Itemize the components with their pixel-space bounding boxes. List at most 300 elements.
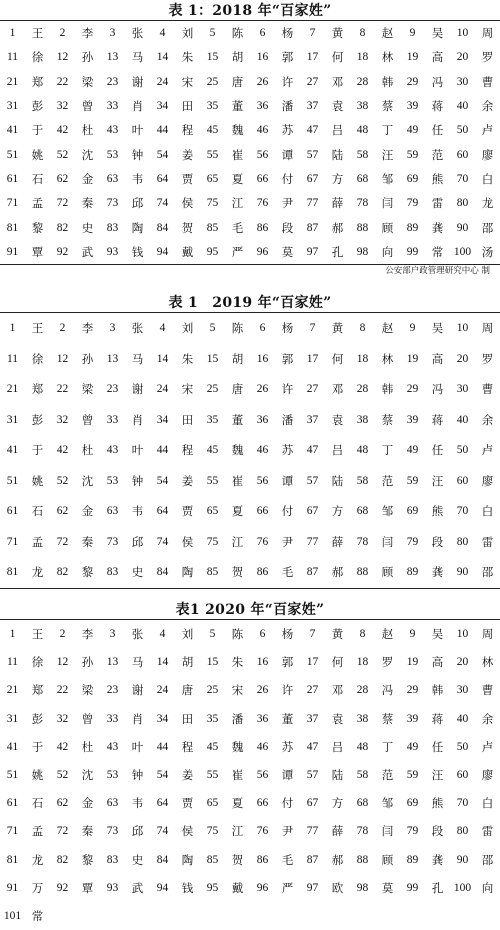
rank-number: 41 [6, 740, 19, 753]
rank-number: 69 [406, 797, 419, 810]
surname-cell: 曾 [81, 412, 94, 427]
surname-cell [375, 902, 400, 930]
surname-cell: 戴 [181, 244, 194, 259]
surname-cell: 覃 [31, 244, 44, 259]
surname-cell: 周 [481, 321, 494, 336]
rank-number: 74 [156, 825, 169, 838]
surname-cell: 宋 [181, 382, 194, 397]
surname-cell: 吴 [431, 321, 444, 336]
table-2020-section [0, 601, 500, 930]
rank-number: 43 [106, 740, 119, 753]
rank-number: 18 [356, 51, 369, 64]
surname-cell: 江 [231, 534, 244, 549]
rank-number: 9 [409, 27, 416, 40]
surname-cell: 韦 [131, 171, 144, 186]
surname-cell: 姚 [31, 147, 44, 162]
rank-number: 55 [206, 148, 219, 161]
rank-number: 46 [256, 444, 269, 457]
surname-cell: 顾 [381, 852, 394, 867]
rank-number: 82 [56, 221, 69, 234]
surname-cell: 韦 [131, 796, 144, 811]
table-row [0, 118, 500, 142]
surname-cell: 朱 [181, 50, 194, 65]
surname-cell: 余 [481, 99, 494, 114]
rank-number: 75 [206, 535, 219, 548]
surname-cell: 唐 [231, 382, 244, 397]
rank-number: 23 [106, 383, 119, 396]
rank-number: 56 [256, 148, 269, 161]
surname-cell: 程 [181, 443, 194, 458]
rank-number: 36 [256, 413, 269, 426]
surname-cell: 梁 [81, 683, 94, 698]
rank-number: 46 [256, 740, 269, 753]
rank-number: 68 [356, 505, 369, 518]
surname-cell: 孟 [31, 534, 44, 549]
surname-cell: 陆 [331, 768, 344, 783]
rank-number: 73 [106, 535, 119, 548]
rank-number: 65 [206, 505, 219, 518]
rank-number: 11 [6, 352, 19, 365]
rank-number: 73 [106, 825, 119, 838]
table-row [0, 344, 500, 375]
surname-cell: 余 [481, 711, 494, 726]
rank-number: 39 [406, 413, 419, 426]
rank-number: 4 [159, 27, 166, 40]
surname-cell: 何 [331, 351, 344, 366]
surname-cell: 邹 [381, 171, 394, 186]
surname-cell: 白 [481, 171, 494, 186]
rank-number: 26 [256, 684, 269, 697]
surname-cell: 孙 [81, 655, 94, 670]
surname-cell: 郝 [331, 220, 344, 235]
rank-number: 22 [56, 684, 69, 697]
surname-cell: 何 [331, 655, 344, 670]
surname-cell: 钟 [131, 768, 144, 783]
rank-number: 82 [56, 853, 69, 866]
surname-cell: 彭 [31, 99, 44, 114]
rank-number: 6 [259, 27, 266, 40]
surname-cell [325, 902, 350, 930]
surname-cell: 蔡 [381, 711, 394, 726]
surname-cell: 赵 [381, 321, 394, 336]
rank-number: 82 [56, 566, 69, 579]
surname-cell: 方 [331, 171, 344, 186]
rank-number: 18 [356, 656, 369, 669]
surname-cell: 林 [481, 655, 494, 670]
surname-cell [425, 902, 450, 930]
rank-number: 59 [406, 474, 419, 487]
rank-number: 79 [406, 197, 419, 210]
rank-number: 86 [256, 566, 269, 579]
surname-cell: 邓 [331, 683, 344, 698]
surname-cell: 韩 [431, 683, 444, 698]
rank-number: 70 [456, 172, 469, 185]
rank-number: 17 [306, 656, 319, 669]
surname-cell: 蒋 [431, 412, 444, 427]
rank-number: 99 [406, 881, 419, 894]
rank-number: 15 [206, 352, 219, 365]
rank-number: 83 [106, 853, 119, 866]
surname-cell: 顾 [381, 220, 394, 235]
rank-number: 27 [306, 684, 319, 697]
rank-number: 91 [6, 881, 19, 894]
rank-number: 1 [9, 628, 16, 641]
rank-number: 19 [406, 51, 419, 64]
surname-cell: 苏 [281, 739, 294, 754]
surname-cell: 高 [431, 351, 444, 366]
rank-number: 47 [306, 444, 319, 457]
rank-number: 77 [306, 535, 319, 548]
table-row [0, 733, 500, 761]
surname-cell: 贺 [231, 852, 244, 867]
surname-cell: 邓 [331, 382, 344, 397]
table-row [0, 94, 500, 118]
rank-number: 100 [453, 245, 472, 258]
rank-number: 20 [456, 352, 469, 365]
rank-number: 16 [256, 51, 269, 64]
rank-number: 12 [56, 51, 69, 64]
surname-cell [175, 902, 200, 930]
surname-cell: 曾 [81, 99, 94, 114]
rank-number: 25 [206, 75, 219, 88]
surname-cell: 贺 [181, 220, 194, 235]
surname-cell: 贾 [181, 796, 194, 811]
rank-number: 83 [106, 566, 119, 579]
rank-number: 40 [456, 100, 469, 113]
rank-number: 55 [206, 769, 219, 782]
rank-number: 51 [6, 474, 19, 487]
rank-number: 34 [156, 712, 169, 725]
surname-cell: 秦 [81, 196, 94, 211]
rank-number: 30 [456, 684, 469, 697]
rank-number: 13 [106, 656, 119, 669]
surname-cell: 余 [481, 412, 494, 427]
surname-cell: 邱 [131, 824, 144, 839]
surname-cell: 廖 [481, 147, 494, 162]
rank-number: 36 [256, 712, 269, 725]
surname-cell: 韩 [381, 382, 394, 397]
rank-number: 41 [6, 444, 19, 457]
rank-number: 41 [6, 124, 19, 137]
rank-number: 6 [259, 322, 266, 335]
table-title: 表 1：2018 年“百家姓” [168, 3, 332, 19]
surname-cell: 毛 [231, 220, 244, 235]
rank-number: 16 [256, 656, 269, 669]
surname-cell: 邵 [481, 565, 494, 580]
surname-cell: 邹 [381, 504, 394, 519]
surname-cell: 汤 [481, 244, 494, 259]
rank-number: 8 [359, 628, 366, 641]
rank-number: 58 [356, 474, 369, 487]
rank-number: 89 [406, 566, 419, 579]
rank-number: 87 [306, 853, 319, 866]
rank-number: 73 [106, 197, 119, 210]
table-row [0, 374, 500, 405]
table-row [0, 676, 500, 704]
rank-number: 19 [406, 656, 419, 669]
rank-number: 32 [56, 413, 69, 426]
surname-cell: 魏 [231, 443, 244, 458]
surname-cell: 杨 [281, 26, 294, 41]
rank-number: 13 [106, 51, 119, 64]
rank-number: 74 [156, 535, 169, 548]
rank-number: 2 [59, 628, 66, 641]
surname-cell: 许 [281, 74, 294, 89]
surname-cell: 雷 [481, 824, 494, 839]
table-row [0, 45, 500, 69]
rank-number: 27 [306, 75, 319, 88]
rank-number: 9 [409, 322, 416, 335]
surname-cell: 金 [81, 171, 94, 186]
surname-cell: 邓 [331, 74, 344, 89]
rank-number: 22 [56, 383, 69, 396]
rank-number: 76 [256, 825, 269, 838]
surname-cell: 沈 [81, 473, 94, 488]
rank-number: 36 [256, 100, 269, 113]
rank-number: 71 [6, 825, 19, 838]
surname-cell: 陆 [331, 147, 344, 162]
rank-number: 83 [106, 221, 119, 234]
surname-cell: 付 [281, 504, 294, 519]
table-row [0, 21, 500, 46]
rank-number [50, 902, 75, 930]
rank-number: 23 [106, 75, 119, 88]
rank-number: 20 [456, 51, 469, 64]
surname-cell: 丁 [381, 739, 394, 754]
rank-number: 65 [206, 172, 219, 185]
rank-number: 46 [256, 124, 269, 137]
rank-number: 70 [456, 505, 469, 518]
rank-number: 20 [456, 656, 469, 669]
surname-cell: 袁 [331, 711, 344, 726]
surname-cell: 汪 [431, 473, 444, 488]
surname-cell [275, 902, 300, 930]
rank-number: 85 [206, 221, 219, 234]
surname-cell: 郝 [331, 852, 344, 867]
rank-number: 62 [56, 505, 69, 518]
surname-cell: 谭 [281, 473, 294, 488]
surname-cell: 郭 [281, 351, 294, 366]
surname-cell: 黄 [331, 627, 344, 642]
surname-cell: 江 [231, 196, 244, 211]
rank-number: 48 [356, 124, 369, 137]
rank-number: 91 [6, 245, 19, 258]
rank-number: 22 [56, 75, 69, 88]
surname-cell: 马 [131, 655, 144, 670]
table-row [0, 70, 500, 94]
surname-cell: 潘 [281, 412, 294, 427]
rank-number: 21 [6, 75, 19, 88]
surname-cell: 陈 [231, 321, 244, 336]
surname-cell: 彭 [31, 711, 44, 726]
rank-number: 72 [56, 535, 69, 548]
rank-number: 78 [356, 197, 369, 210]
surname-cell: 高 [431, 50, 444, 65]
surname-cell: 叶 [131, 739, 144, 754]
surname-cell: 刘 [181, 321, 194, 336]
rank-number: 26 [256, 383, 269, 396]
rank-number: 89 [406, 853, 419, 866]
rank-number: 50 [456, 740, 469, 753]
surname-cell: 贺 [231, 565, 244, 580]
rank-number: 51 [6, 769, 19, 782]
rank-number: 58 [356, 148, 369, 161]
surname-cell: 苏 [281, 443, 294, 458]
rank-number: 16 [256, 352, 269, 365]
rank-number: 28 [356, 75, 369, 88]
surname-cell: 邱 [131, 534, 144, 549]
rank-number: 4 [159, 322, 166, 335]
surname-cell: 吕 [331, 443, 344, 458]
source-note: 公安部户政管理研究中心 制 [385, 265, 490, 276]
table-2019-section [0, 294, 500, 589]
rank-number: 5 [209, 27, 216, 40]
rank-number: 63 [106, 505, 119, 518]
table-row [0, 466, 500, 497]
surname-cell: 林 [381, 351, 394, 366]
surname-cell: 梁 [81, 74, 94, 89]
rank-number: 64 [156, 172, 169, 185]
surname-cell: 崔 [231, 768, 244, 783]
rank-number: 87 [306, 221, 319, 234]
surname-cell: 戴 [231, 880, 244, 895]
surname-cell: 沈 [81, 768, 94, 783]
surname-cell: 丁 [381, 443, 394, 458]
surname-cell: 龚 [431, 565, 444, 580]
surname-cell: 姜 [181, 147, 194, 162]
rank-number: 78 [356, 825, 369, 838]
table-row [0, 435, 500, 466]
surname-cell: 汪 [431, 768, 444, 783]
rank-number: 57 [306, 474, 319, 487]
rank-number: 40 [456, 712, 469, 725]
rank-number: 87 [306, 566, 319, 579]
rank-number: 17 [306, 51, 319, 64]
rank-number: 88 [356, 566, 369, 579]
rank-number: 98 [356, 245, 369, 258]
surname-cell: 贾 [181, 504, 194, 519]
surname-cell: 吴 [431, 627, 444, 642]
table-row [0, 761, 500, 789]
surname-cell [75, 902, 100, 930]
rank-number: 80 [456, 535, 469, 548]
rank-number: 63 [106, 797, 119, 810]
surname-cell: 向 [381, 244, 394, 259]
rank-number: 35 [206, 712, 219, 725]
rank-number: 67 [306, 505, 319, 518]
rank-number: 50 [456, 444, 469, 457]
surname-cell: 钱 [131, 244, 144, 259]
table-row [0, 496, 500, 527]
rank-number: 71 [6, 535, 19, 548]
surname-cell: 许 [281, 382, 294, 397]
rank-number: 54 [156, 474, 169, 487]
table-row [0, 215, 500, 239]
rank-number: 10 [456, 628, 469, 641]
surname-cell: 朱 [181, 351, 194, 366]
rank-number: 90 [456, 853, 469, 866]
rank-number: 84 [156, 221, 169, 234]
surname-cell: 周 [481, 627, 494, 642]
rank-number: 62 [56, 797, 69, 810]
surname-cell: 姜 [181, 473, 194, 488]
rank-number: 55 [206, 474, 219, 487]
surname-cell: 徐 [31, 50, 44, 65]
surname-cell: 徐 [31, 655, 44, 670]
rank-number: 9 [409, 628, 416, 641]
surname-cell: 薛 [331, 824, 344, 839]
rank-number: 77 [306, 825, 319, 838]
surname-cell: 史 [131, 565, 144, 580]
rank-number: 42 [56, 124, 69, 137]
rank-number: 60 [456, 148, 469, 161]
surname-cell: 马 [131, 50, 144, 65]
surname-cell: 邱 [131, 196, 144, 211]
rank-number: 34 [156, 413, 169, 426]
rank-number: 53 [106, 148, 119, 161]
surname-cell: 程 [181, 123, 194, 138]
surname-cell: 于 [31, 739, 44, 754]
surname-cell: 冯 [381, 683, 394, 698]
rank-number: 32 [56, 712, 69, 725]
rank-number: 89 [406, 221, 419, 234]
surname-cell: 卢 [481, 443, 494, 458]
rank-number: 101 [3, 909, 22, 922]
rank-number: 90 [456, 221, 469, 234]
surname-table-2019 [0, 312, 500, 589]
rank-number: 49 [406, 124, 419, 137]
surname-cell: 陆 [331, 473, 344, 488]
rank-number: 85 [206, 853, 219, 866]
rank-number: 69 [406, 505, 419, 518]
rank-number: 96 [256, 881, 269, 894]
surname-cell: 尹 [281, 534, 294, 549]
surname-cell: 黎 [31, 220, 44, 235]
surname-cell: 潘 [281, 99, 294, 114]
rank-number: 95 [206, 245, 219, 258]
rank-number: 39 [406, 712, 419, 725]
rank-number: 30 [456, 75, 469, 88]
surname-cell: 杜 [81, 443, 94, 458]
rank-number: 5 [209, 322, 216, 335]
rank-number: 4 [159, 628, 166, 641]
rank-number: 72 [56, 197, 69, 210]
surname-cell: 蔡 [381, 99, 394, 114]
rank-number: 79 [406, 535, 419, 548]
surname-cell: 刘 [181, 26, 194, 41]
rank-number: 93 [106, 881, 119, 894]
surname-cell: 金 [81, 796, 94, 811]
rank-number: 88 [356, 853, 369, 866]
surname-cell: 孙 [81, 50, 94, 65]
table-row [0, 191, 500, 215]
rank-number: 13 [106, 352, 119, 365]
surname-cell: 夏 [231, 796, 244, 811]
surname-cell: 曹 [481, 382, 494, 397]
rank-number: 68 [356, 797, 369, 810]
surname-cell: 韦 [131, 504, 144, 519]
surname-cell: 杨 [281, 321, 294, 336]
surname-cell: 付 [281, 171, 294, 186]
surname-cell: 王 [31, 321, 44, 336]
rank-number: 59 [406, 148, 419, 161]
rank-number: 56 [256, 474, 269, 487]
rank-number: 61 [6, 505, 19, 518]
rank-number: 52 [56, 148, 69, 161]
rank-number: 50 [456, 124, 469, 137]
surname-table-2020 [0, 619, 500, 930]
surname-cell: 邹 [381, 796, 394, 811]
